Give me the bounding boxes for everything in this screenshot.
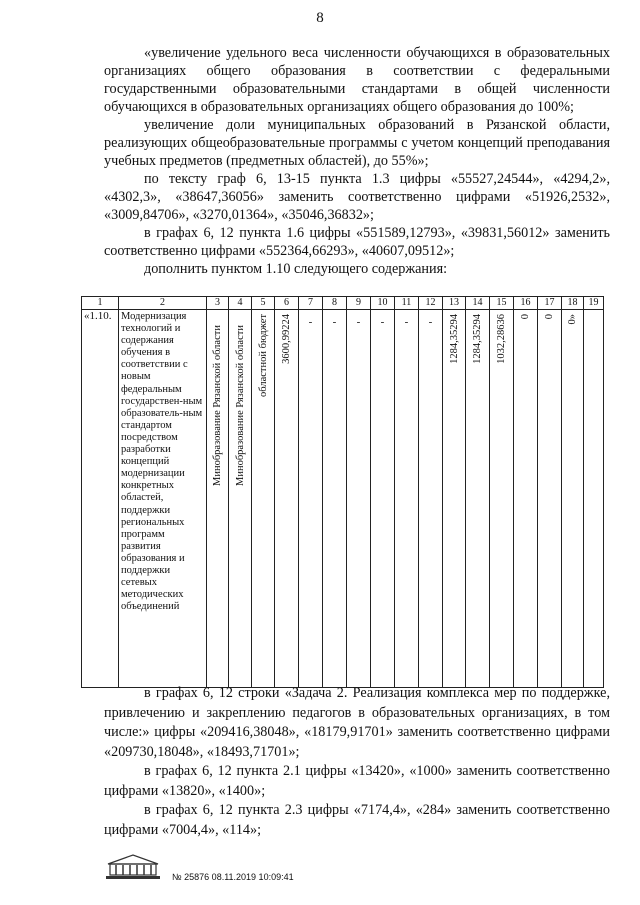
paragraph-4: в графах 6, 12 пункта 1.6 цифры «551589,12793», «39831,56012» заменить соответственно цифрами «552364,66293», «40607,09512»;	[104, 225, 610, 259]
executor-2-text: Минобразование Рязанской области	[234, 325, 246, 487]
year-cell	[443, 310, 466, 688]
header-cell: 5	[252, 297, 275, 310]
row-description-cell: Модернизация технологий и содержания обучения в соответствии с новым федеральным государствен-ным образователь-ным стандартом посредством разработки концепций модернизации конкретных областей, поддержки региональных программ развития образования и поддержки сетевых методических объединений	[119, 310, 207, 688]
executor-cell	[229, 310, 252, 688]
header-cell: 16	[514, 297, 538, 310]
paragraph-2: увеличение доли муниципальных образований в Рязанской области, реализующих общеобразовательные программы с учетом концепций преподавания учебных предметов (предметных областей), до 55%»;	[104, 117, 610, 169]
header-cell: 2	[119, 297, 207, 310]
value-c14: 1284,35294	[472, 314, 483, 364]
value-c17: 0	[544, 314, 555, 320]
header-cell: 6	[275, 297, 299, 310]
footer	[104, 852, 404, 886]
value-c15: 1032,28636	[496, 314, 507, 364]
top-text-block	[104, 44, 610, 278]
paragraph-6: в графах 6, 12 строки «Задача 2. Реализация комплекса мер по поддержке, привлечению и закреплению педагогов в образовательных организациях, в том числе:» цифры «209416,38048», «18179,91701» заменить соответственно цифрами «209730,18048», «18493,71701»;	[104, 685, 610, 760]
header-cell: 11	[395, 297, 419, 310]
table-row	[82, 310, 604, 688]
empty-dash: -	[308, 316, 313, 328]
value-c13: 1284,35294	[448, 314, 460, 364]
empty-dash: -	[380, 316, 385, 328]
paragraph-1: «увеличение удельного веса численности обучающихся в образовательных организациях общего образования в соответствии с федеральными государственными образовательными стандартами в общей численности обучающихся в образовательных организациях общего образования до 100%;	[104, 45, 610, 115]
header-cell: 1	[82, 297, 119, 310]
header-cell: 9	[347, 297, 371, 310]
header-cell: 7	[299, 297, 323, 310]
page-number: 8	[316, 10, 324, 26]
funding-source-text: областной бюджет	[257, 314, 269, 397]
year-cell	[538, 310, 562, 688]
paragraph-7: в графах 6, 12 пункта 2.1 цифры «13420», «1000» заменить соответственно цифрами «13820», «1400»;	[104, 763, 610, 799]
table-header-row	[82, 297, 604, 310]
year-cell	[584, 310, 604, 688]
year-cell	[466, 310, 490, 688]
year-cell	[562, 310, 584, 688]
header-cell: 15	[490, 297, 514, 310]
header-cell: 8	[323, 297, 347, 310]
header-cell: 3	[207, 297, 229, 310]
executor-1-text: Минобразование Рязанской области	[212, 325, 223, 487]
value-c16: 0	[520, 314, 531, 320]
year-cell	[514, 310, 538, 688]
year-cell	[371, 310, 395, 688]
total-value: 3600,99224	[281, 314, 292, 364]
empty-dash: -	[356, 316, 361, 328]
executor-cell	[207, 310, 229, 688]
header-cell: 13	[443, 297, 466, 310]
source-cell	[252, 310, 275, 688]
building-logo-icon	[104, 852, 164, 882]
total-cell	[275, 310, 299, 688]
year-cell	[323, 310, 347, 688]
header-cell: 12	[419, 297, 443, 310]
paragraph-3: по тексту граф 6, 13-15 пункта 1.3 цифры «55527,24544», «4294,2», «4302,3», «38647,36056» заменить соответственно цифрами «51926,2532», «3009,84706», «3270,01364», «35046,36832»;	[104, 171, 610, 223]
paragraph-8: в графах 6, 12 пункта 2.3 цифры «7174,4», «284» заменить соответственно цифрами «7004,4», «114»;	[104, 802, 610, 838]
year-cell	[490, 310, 514, 688]
paragraph-5: дополнить пунктом 1.10 следующего содержания:	[144, 261, 448, 277]
header-cell: 14	[466, 297, 490, 310]
header-cell: 4	[229, 297, 252, 310]
header-cell: 10	[371, 297, 395, 310]
row-number-cell: «1.10.	[82, 310, 119, 688]
year-cell	[299, 310, 323, 688]
empty-dash: -	[404, 316, 409, 328]
empty-dash: -	[428, 316, 433, 328]
program-table	[81, 296, 604, 688]
document-stamp: № 25876 08.11.2019 10:09:41	[172, 872, 294, 882]
year-cell	[395, 310, 419, 688]
header-cell: 19	[584, 297, 604, 310]
empty-dash: -	[332, 316, 337, 328]
year-cell	[347, 310, 371, 688]
value-c18: 0»	[567, 314, 578, 325]
header-cell: 18	[562, 297, 584, 310]
year-cell	[419, 310, 443, 688]
header-cell: 17	[538, 297, 562, 310]
bottom-text-block	[104, 684, 610, 840]
